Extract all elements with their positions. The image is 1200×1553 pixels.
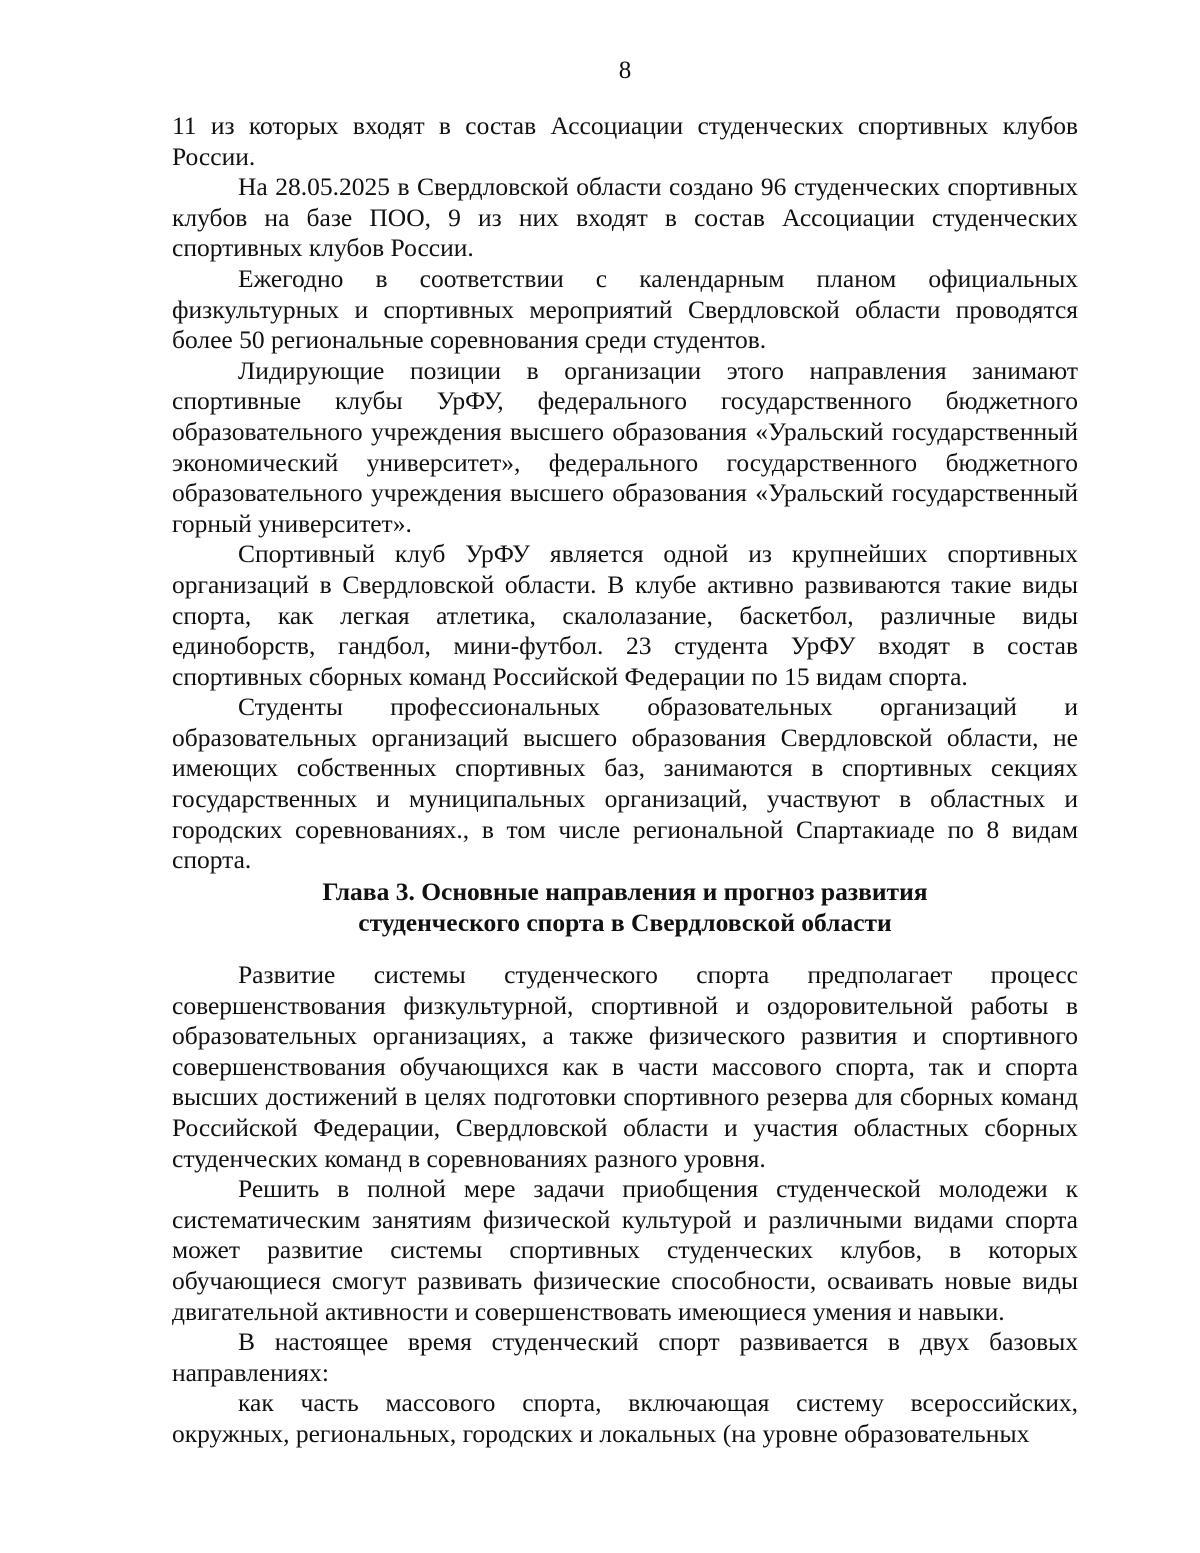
chapter-heading-line-1: Глава 3. Основные направления и прогноз развития xyxy=(322,877,928,906)
paragraph-system-development: Развитие системы студенческого спорта предполагает процесс совершенствования физкультурной, спортивной и оздоровительной работы в образовательных организациях, а также физического развития и спортивного совершенствования обучающихся как в части массового спорта, так и спорта высших достижений в целях подготовки спортивного резерва для сборных команд Российской Федерации, Свердловской области и участия областных сборных студенческих команд в соревнованиях разного уровня. xyxy=(172,960,1078,1173)
chapter-heading xyxy=(172,876,1078,938)
section-2-text xyxy=(172,960,1078,1450)
section-1-text xyxy=(172,111,1078,876)
paragraph-sports-clubs: Решить в полной мере задачи приобщения студенческой молодежи к систематическим занятиям физической культурой и различными видами спорта может развитие системы спортивных студенческих клубов, в которых обучающиеся смогут развивать физические способности, осваивать новые виды двигательной активности и совершенствовать имеющиеся умения и навыки. xyxy=(172,1174,1078,1326)
paragraph-leading-clubs: Лидирующие позиции в организации этого направления занимают спортивные клубы УрФУ, федерального государственного бюджетного образовательного учреждения высшего образования «Уральский государственный экономический университет», федерального государственного бюджетного образовательного учреждения высшего образования «Уральский государственный горный университет». xyxy=(172,355,1078,538)
paragraph-regional-competitions: Ежегодно в соответствии с календарным планом официальных физкультурных и спортивных мероприятий Свердловской области проводятся более 50 региональные соревнования среди студентов. xyxy=(172,263,1078,355)
paragraph-continuation: 11 из которых входят в состав Ассоциации студенческих спортивных клубов России. xyxy=(172,111,1078,171)
page-number: 8 xyxy=(618,57,632,84)
chapter-heading-line-2: студенческого спорта в Свердловской области xyxy=(358,908,892,937)
paragraph-students-without-facilities: Студенты профессиональных образовательных организаций и образовательных организаций высшего образования Свердловской области, не имеющих собственных спортивных баз, занимаются в спортивных секциях государственных и муниципальных организаций, участвуют в областных и городских соревнованиях., в том числе региональной Спартакиаде по 8 видам спорта. xyxy=(172,692,1078,875)
paragraph-urfu-club: Спортивный клуб УрФУ является одной из крупнейших спортивных организаций в Свердловской области. В клубе активно развиваются такие виды спорта, как легкая атлетика, скалолазание, баскетбол, различные виды единоборств, гандбол, мини-футбол. 23 студента УрФУ входят в состав спортивных сборных команд Российской Федерации по 15 видам спорта. xyxy=(172,539,1078,691)
paragraph-mass-sport: как часть массового спорта, включающая систему всероссийских, окружных, региональных, городских и локальных (на уровне образовательных xyxy=(172,1388,1078,1448)
paragraph-student-clubs-count: На 28.05.2025 в Свердловской области создано 96 студенческих спортивных клубов на базе ПОО, 9 из них входят в состав Ассоциации студенческих спортивных клубов России. xyxy=(172,172,1078,263)
paragraph-two-directions: В настоящее время студенческий спорт развивается в двух базовых направлениях: xyxy=(172,1327,1078,1387)
